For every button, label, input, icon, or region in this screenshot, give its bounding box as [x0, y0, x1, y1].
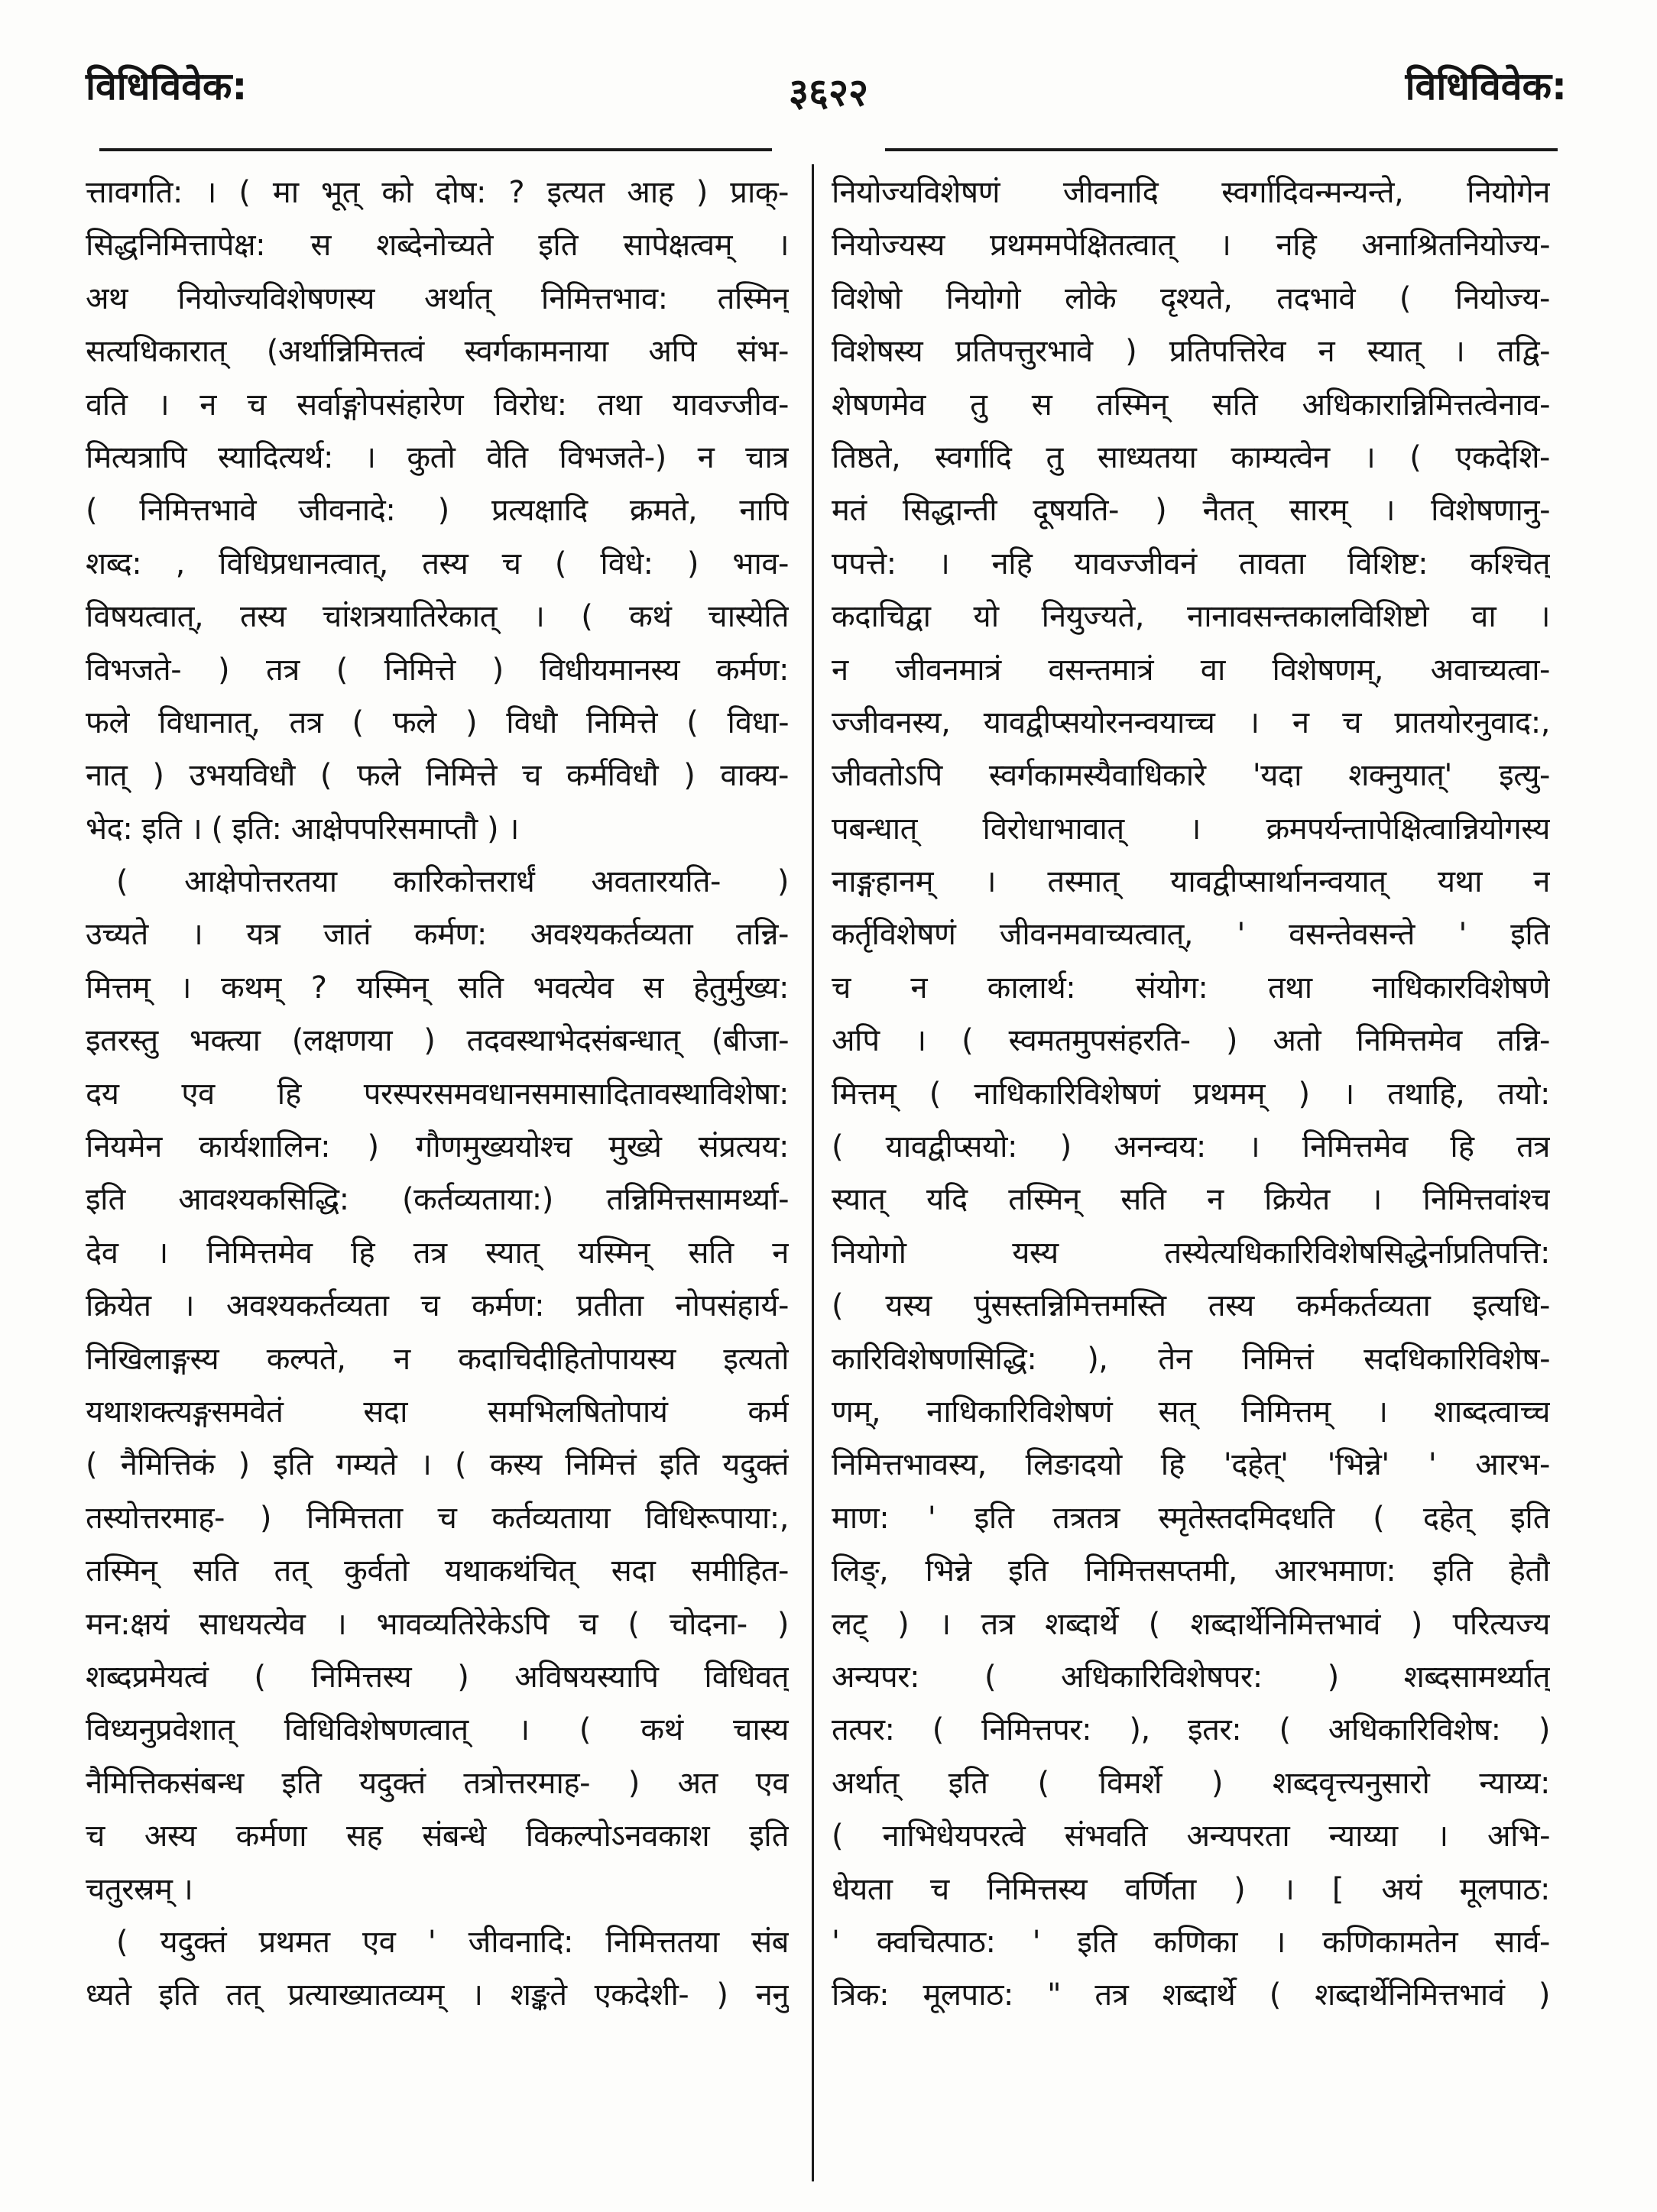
text-line: च न कालार्थ: संयोग: तथा नाधिकारविशेषणे — [832, 970, 1550, 1006]
right-text-column — [832, 167, 1550, 2023]
text-line: निखिलाङ्गस्य कल्पते, न कदाचिदीहितोपायस्य इत्यतो — [86, 1341, 789, 1377]
left-text-column — [86, 167, 789, 2023]
text-line: इति आवश्यकसिद्धि: (कर्तव्यताया:) तन्निमित्तसामर्थ्या- — [86, 1182, 789, 1218]
running-title-left: विधिविवेक: — [86, 64, 248, 108]
text-line: मित्तम् ( नाधिकारिविशेषणं प्रथमम् ) । तथाहि, तयो: — [832, 1076, 1550, 1112]
text-line: ( नैमित्तिकं ) इति गम्यते । ( कस्य निमित्तं इति यदुक्तं — [86, 1447, 789, 1483]
text-line: विशेषस्य प्रतिपत्तुरभावे ) प्रतिपत्तिरेव न स्यात् । तद्वि- — [832, 334, 1550, 370]
text-line: तत्पर: ( निमित्तपर: ), इतर: ( अधिकारिविशेष: ) — [832, 1712, 1550, 1748]
text-line: विशेषो नियोगो लोके दृश्यते, तदभावे ( नियोज्य- — [832, 280, 1550, 316]
text-line: ( आक्षेपोत्तरतया कारिकोत्तरार्धं अवतारयति- ) — [116, 864, 789, 900]
page-number: ३६२२ — [789, 70, 868, 115]
text-line: इतरस्तु भक्त्या (लक्षणया ) तदवस्थाभेदसंबन्धात् (बीजा- — [86, 1023, 789, 1059]
text-line: देव । निमित्तमेव हि तत्र स्यात् यस्मिन् सति न — [86, 1235, 789, 1271]
text-line: ' क्वचित्पाठ: ' इति कणिका । कणिकामतेन सार्व- — [832, 1924, 1550, 1960]
text-line: ज्जीवनस्य, यावद्वीप्सयोरनन्वयाच्च । न च प्रातयोरनुवाद:, — [832, 704, 1550, 740]
text-line: शेषणमेव तु स तस्मिन् सति अधिकारान्निमित्तत्वेनाव- — [832, 387, 1550, 423]
text-line: दय एव हि परस्परसमवधानसमासादितावस्थाविशेषा: — [86, 1076, 789, 1112]
text-line: चतुरस्रम् । — [86, 1871, 193, 1907]
text-line: भेद: इति । ( इति: आक्षेपपरिसमाप्तौ ) । — [86, 811, 519, 847]
text-line: कर्तृविशेषणं जीवनमवाच्यत्वात्, ' वसन्तेवसन्ते ' इति — [832, 917, 1550, 953]
text-line: नियोज्यस्य प्रथममपेक्षितत्वात् । नहि अनाश्रितनियोज्य- — [832, 228, 1550, 264]
text-line: तस्मिन् सति तत् कुर्वतो यथाकथंचित् सदा समीहित- — [86, 1553, 789, 1589]
header-rule-right — [885, 148, 1558, 151]
text-line: धेयता च निमित्तस्य वर्णिता ) । [ अयं मूलपाठ: — [832, 1871, 1550, 1907]
text-line: क्रियेत । अवश्यकर्तव्यता च कर्मण: प्रतीता नोपसंहार्य- — [86, 1288, 789, 1324]
text-line: कदाचिद्वा यो नियुज्यते, नानावसन्तकालविशिष्टो वा । — [832, 599, 1550, 635]
text-line: माण: ' इति तत्रतत्र स्मृतेस्तदमिदधति ( दहेत् इति — [832, 1500, 1550, 1536]
text-line: अन्यपर: ( अधिकारिविशेषपर: ) शब्दसामर्थ्यात् — [832, 1659, 1550, 1695]
text-line: वति । न च सर्वाङ्गोपसंहारेण विरोध: तथा यावज्जीव- — [86, 387, 789, 423]
column-divider — [812, 164, 814, 2181]
text-line: विध्यनुप्रवेशात् विधिविशेषणत्वात् । ( कथं चास्य — [86, 1712, 789, 1748]
text-line: पबन्धात् विरोधाभावात् । क्रमपर्यन्तापेक्षित्वान्नियोगस्य — [832, 811, 1550, 847]
text-line: मित्यत्रापि स्यादित्यर्थ: । कुतो वेति विभजते-) न चात्र — [86, 439, 789, 475]
text-line: ( यस्य पुंसस्तन्निमित्तमस्ति तस्य कर्मकर्तव्यता इत्यधि- — [832, 1288, 1550, 1324]
text-line: नैमित्तिकसंबन्ध इति यदुक्तं तत्रोत्तरमाह- ) अत एव — [86, 1765, 789, 1801]
text-line: णम्, नाधिकारिविशेषणं सत् निमित्तम् । शाब्दत्वाच्च — [832, 1394, 1550, 1430]
text-line: नियोगो यस्य तस्येत्यधिकारिविशेषसिद्धेर्नाप्रतिपत्ति: — [832, 1235, 1550, 1271]
text-line: ( यावद्वीप्सयो: ) अनन्वय: । निमित्तमेव हि तत्र — [832, 1129, 1550, 1165]
running-title-right: विधिविवेक: — [1405, 64, 1567, 108]
text-line: त्तावगति: । ( मा भूत् को दोष: ? इत्यत आह ) प्राक्- — [86, 175, 789, 210]
text-line: नियमेन कार्यशालिन: ) गौणमुख्ययोश्च मुख्ये संप्रत्यय: — [86, 1129, 789, 1165]
text-line: शब्द: , विधिप्रधानत्वात्, तस्य च ( विधे: ) भाव- — [86, 546, 789, 581]
text-line: ध्यते इति तत् प्रत्याख्यातव्यम् । शङ्कते एकदेशी- ) ननु — [86, 1977, 789, 2013]
text-line: ( निमित्तभावे जीवनादे: ) प्रत्यक्षादि क्रमते, नापि — [86, 493, 789, 529]
text-line: च अस्य कर्मणा सह संबन्धे विकल्पोऽनवकाश इति — [86, 1819, 789, 1854]
text-line: उच्यते । यत्र जातं कर्मण: अवश्यकर्तव्यता तन्नि- — [86, 917, 789, 953]
text-line: नात् ) उभयविधौ ( फले निमित्ते च कर्मविधौ ) वाक्य- — [86, 758, 789, 794]
text-line: सत्यधिकारात् (अर्थान्निमित्तत्वं स्वर्गकामनाया अपि संभ- — [86, 334, 789, 370]
text-line: सिद्धनिमित्तापेक्ष: स शब्देनोच्यते इति सापेक्षत्वम् । — [86, 228, 789, 264]
text-line: लट् ) । तत्र शब्दार्थे ( शब्दार्थेनिमित्तभावं ) परित्यज्य — [832, 1606, 1550, 1642]
text-line: अर्थात् इति ( विमर्शे ) शब्दवृत्त्यनुसारो न्याय्य: — [832, 1765, 1550, 1801]
text-line: कारिविशेषणसिद्धि: ), तेन निमित्तं सदधिकारिविशेष- — [832, 1341, 1550, 1377]
text-line: लिङ्, भिन्ने इति निमित्तसप्तमी, आरभमाण: इति हेतौ — [832, 1553, 1550, 1589]
text-line: निमित्तभावस्य, लिङादयो हि 'दहेत्' 'भिन्ने' ' आरभ- — [832, 1447, 1550, 1483]
text-line: विभजते- ) तत्र ( निमित्ते ) विधीयमानस्य कर्मण: — [86, 652, 789, 688]
text-line: पपत्ते: । नहि यावज्जीवनं तावता विशिष्ट: कश्चित् — [832, 546, 1550, 581]
text-line: नियोज्यविशेषणं जीवनादि स्वर्गादिवन्मन्यन्ते, नियोगेन — [832, 175, 1550, 210]
header-rule-left — [99, 148, 772, 151]
text-line: यथाशक्त्यङ्गसमवेतं सदा समभिलषितोपायं कर्म — [86, 1394, 789, 1430]
text-line: ( नाभिधेयपरत्वे संभवति अन्यपरता न्याय्या । अभि- — [832, 1819, 1550, 1854]
text-line: अपि । ( स्वमतमुपसंहरति- ) अतो निमित्तमेव तन्नि- — [832, 1023, 1550, 1059]
text-line: मन:क्षयं साधयत्येव । भावव्यतिरेकेऽपि च ( चोदना- ) — [86, 1606, 789, 1642]
text-line: नाङ्गहानम् । तस्मात् यावद्वीप्सार्थानन्वयात् यथा न — [832, 864, 1550, 900]
text-line: स्यात् यदि तस्मिन् सति न क्रियेत । निमित्तवांश्च — [832, 1182, 1550, 1218]
text-line: तस्योत्तरमाह- ) निमित्तता च कर्तव्यताया विधिरूपाया:, — [86, 1500, 789, 1536]
text-line: विषयत्वात्, तस्य चांशत्रयातिरेकात् । ( कथं चास्येति — [86, 599, 789, 635]
text-line: अथ नियोज्यविशेषणस्य अर्थात् निमित्तभाव: तस्मिन् — [86, 280, 789, 316]
text-line: त्रिक: मूलपाठ: " तत्र शब्दार्थे ( शब्दार्थेनिमित्तभावं ) — [832, 1977, 1550, 2013]
text-line: ( यदुक्तं प्रथमत एव ' जीवनादि: निमित्ततया संब — [116, 1924, 789, 1960]
text-line: शब्दप्रमेयत्वं ( निमित्तस्य ) अविषयस्यापि विधिवत् — [86, 1659, 789, 1695]
text-line: मित्तम् । कथम् ? यस्मिन् सति भवत्येव स हेतुर्मुख्य: — [86, 970, 789, 1006]
text-line: तिष्ठते, स्वर्गादि तु साध्यतया काम्यत्वेन । ( एकदेशि- — [832, 439, 1550, 475]
text-line: जीवतोऽपि स्वर्गकामस्यैवाधिकारे 'यदा शक्नुयात्' इत्यु- — [832, 758, 1550, 794]
text-line: फले विधानात्, तत्र ( फले ) विधौ निमित्ते ( विधा- — [86, 704, 789, 740]
text-line: मतं सिद्धान्ती दूषयति- ) नैतत् सारम् । विशेषणानु- — [832, 493, 1550, 529]
text-line: न जीवनमात्रं वसन्तमात्रं वा विशेषणम्, अवाच्यत्वा- — [832, 652, 1550, 688]
